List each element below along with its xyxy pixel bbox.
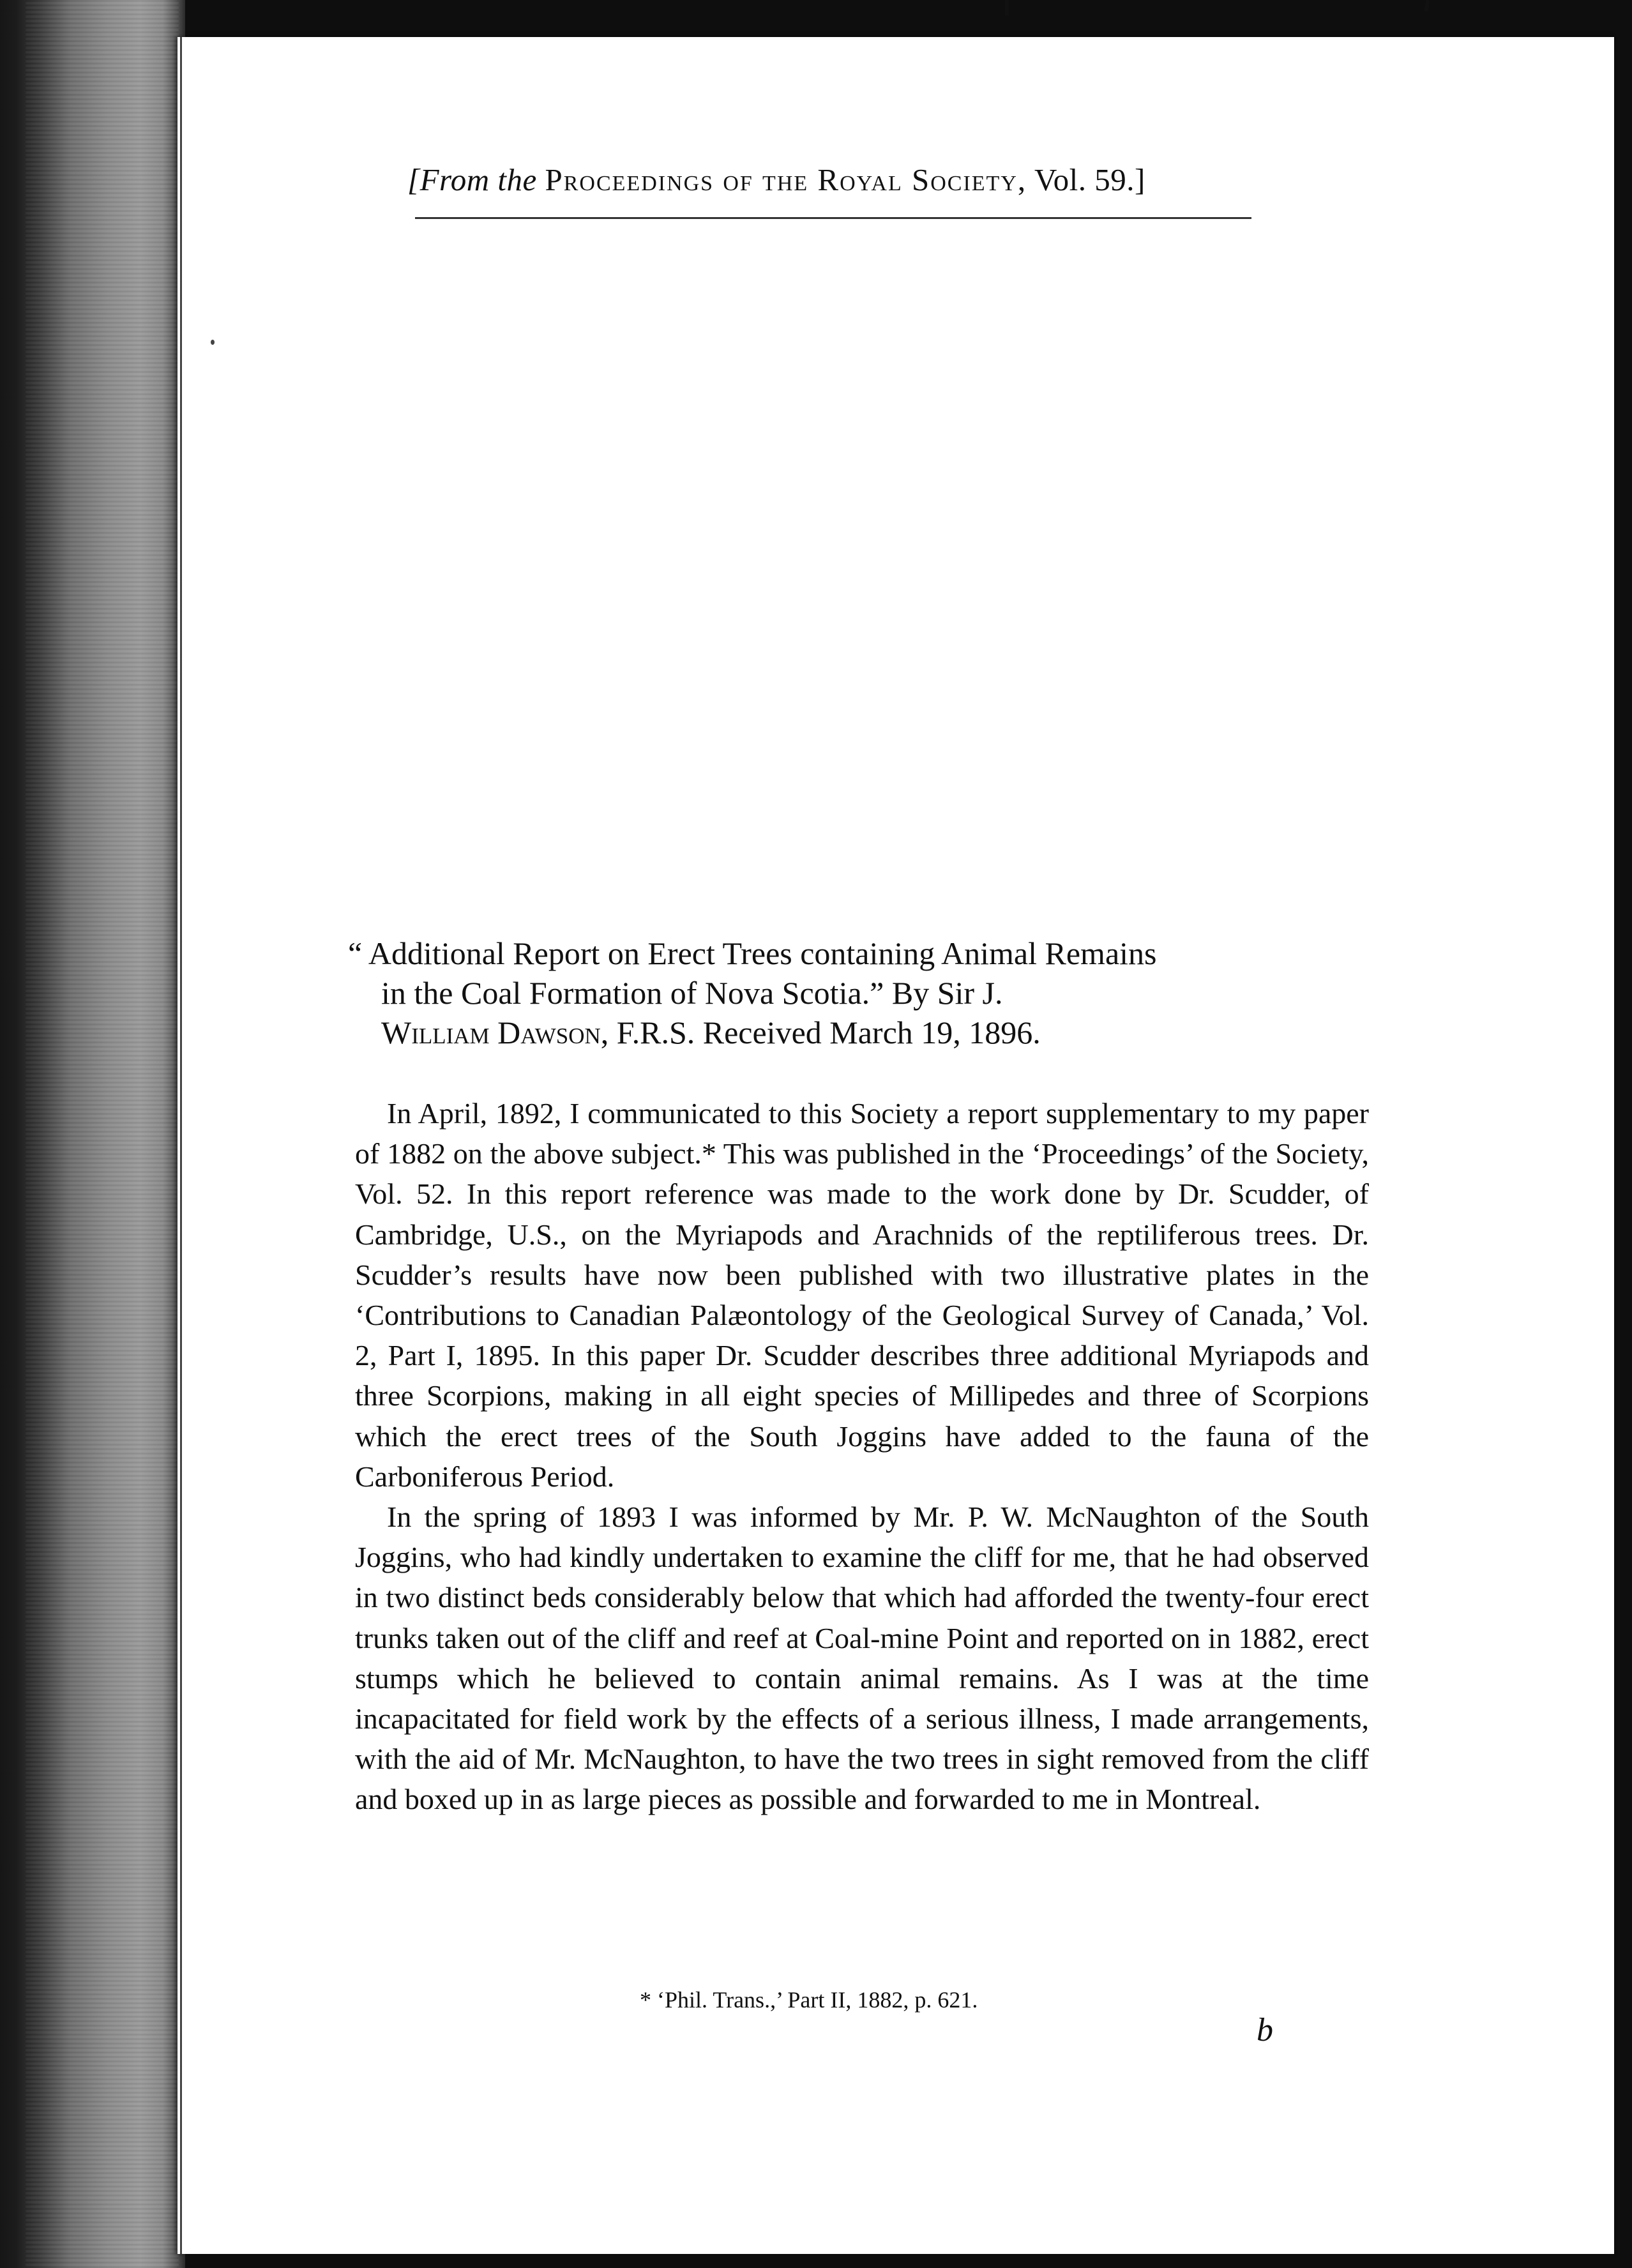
- scan-artifact-mark: [1424, 0, 1430, 11]
- title-line-3: [348, 1013, 1370, 1052]
- title-line-1: “ Additional Report on Erect Trees containing Animal Remains: [348, 935, 1157, 971]
- scan-speck: [211, 340, 215, 345]
- article-title: [348, 934, 1370, 1052]
- paragraph-2: In the spring of 1893 I was informed by Mr. P. W. McNaughton of the South Joggins, who had kindly undertaken to examine the cliff for me, that he had observed in two distinct beds considerably below that which had afforded the twenty-four erect trunks taken out of the cliff and reef at Coal-mine Point and reported on in 1882, erect stumps which he believed to contain animal remains. As I was at the time incapacitated for field work by the effects of a serious illness, I made arrangements, with the aid of Mr. McNaughton, to have the two trees in sight removed from the cliff and boxed up in as large pieces as possible and forwarded to me in Montreal.: [355, 1501, 1369, 1816]
- signature-mark: b: [1257, 2012, 1273, 2048]
- page-edge-shadow: [180, 37, 182, 2254]
- source-citation: [407, 161, 1263, 199]
- source-volume: Vol. 59.]: [1034, 162, 1145, 197]
- article-body: [355, 1093, 1369, 1820]
- title-line-2: in the Coal Formation of Nova Scotia.” By Sir J.: [381, 975, 1003, 1011]
- header-rule: [415, 217, 1251, 219]
- author-details: F.R.S. Received March 19, 1896.: [616, 1015, 1041, 1050]
- source-title: Proceedings of the Royal Society,: [545, 162, 1027, 197]
- book-binding-edge: [0, 0, 185, 2268]
- author-name: William Dawson,: [381, 1015, 609, 1050]
- footnote: * ‘Phil. Trans.,’ Part II, 1882, p. 621.: [640, 1987, 978, 2013]
- source-prefix: [From the: [407, 162, 537, 197]
- paragraph-1: In April, 1892, I communicated to this Society a report supplementary to my paper of 1882 on the above subject.* This was published in the ‘Proceedings’ of the Society, Vol. 52. In this report reference was made to the work done by Dr. Scudder, of Cambridge, U.S., on the Myriapods and Arachnids of the reptiliferous trees. Dr. Scudder’s results have now been published with two illustrative plates in the ‘Contributions to Canadian Palæontology of the Geological Survey of Canada,’ Vol. 2, Part I, 1895. In this paper Dr. Scudder describes three additional Myriapods and three Scorpions, making in all eight species of Millipedes and three of Scorpions which the erect trees of the South Joggins have added to the fauna of the Carboniferous Period.: [355, 1097, 1369, 1493]
- scan-artifact-mark: [1005, 0, 1009, 15]
